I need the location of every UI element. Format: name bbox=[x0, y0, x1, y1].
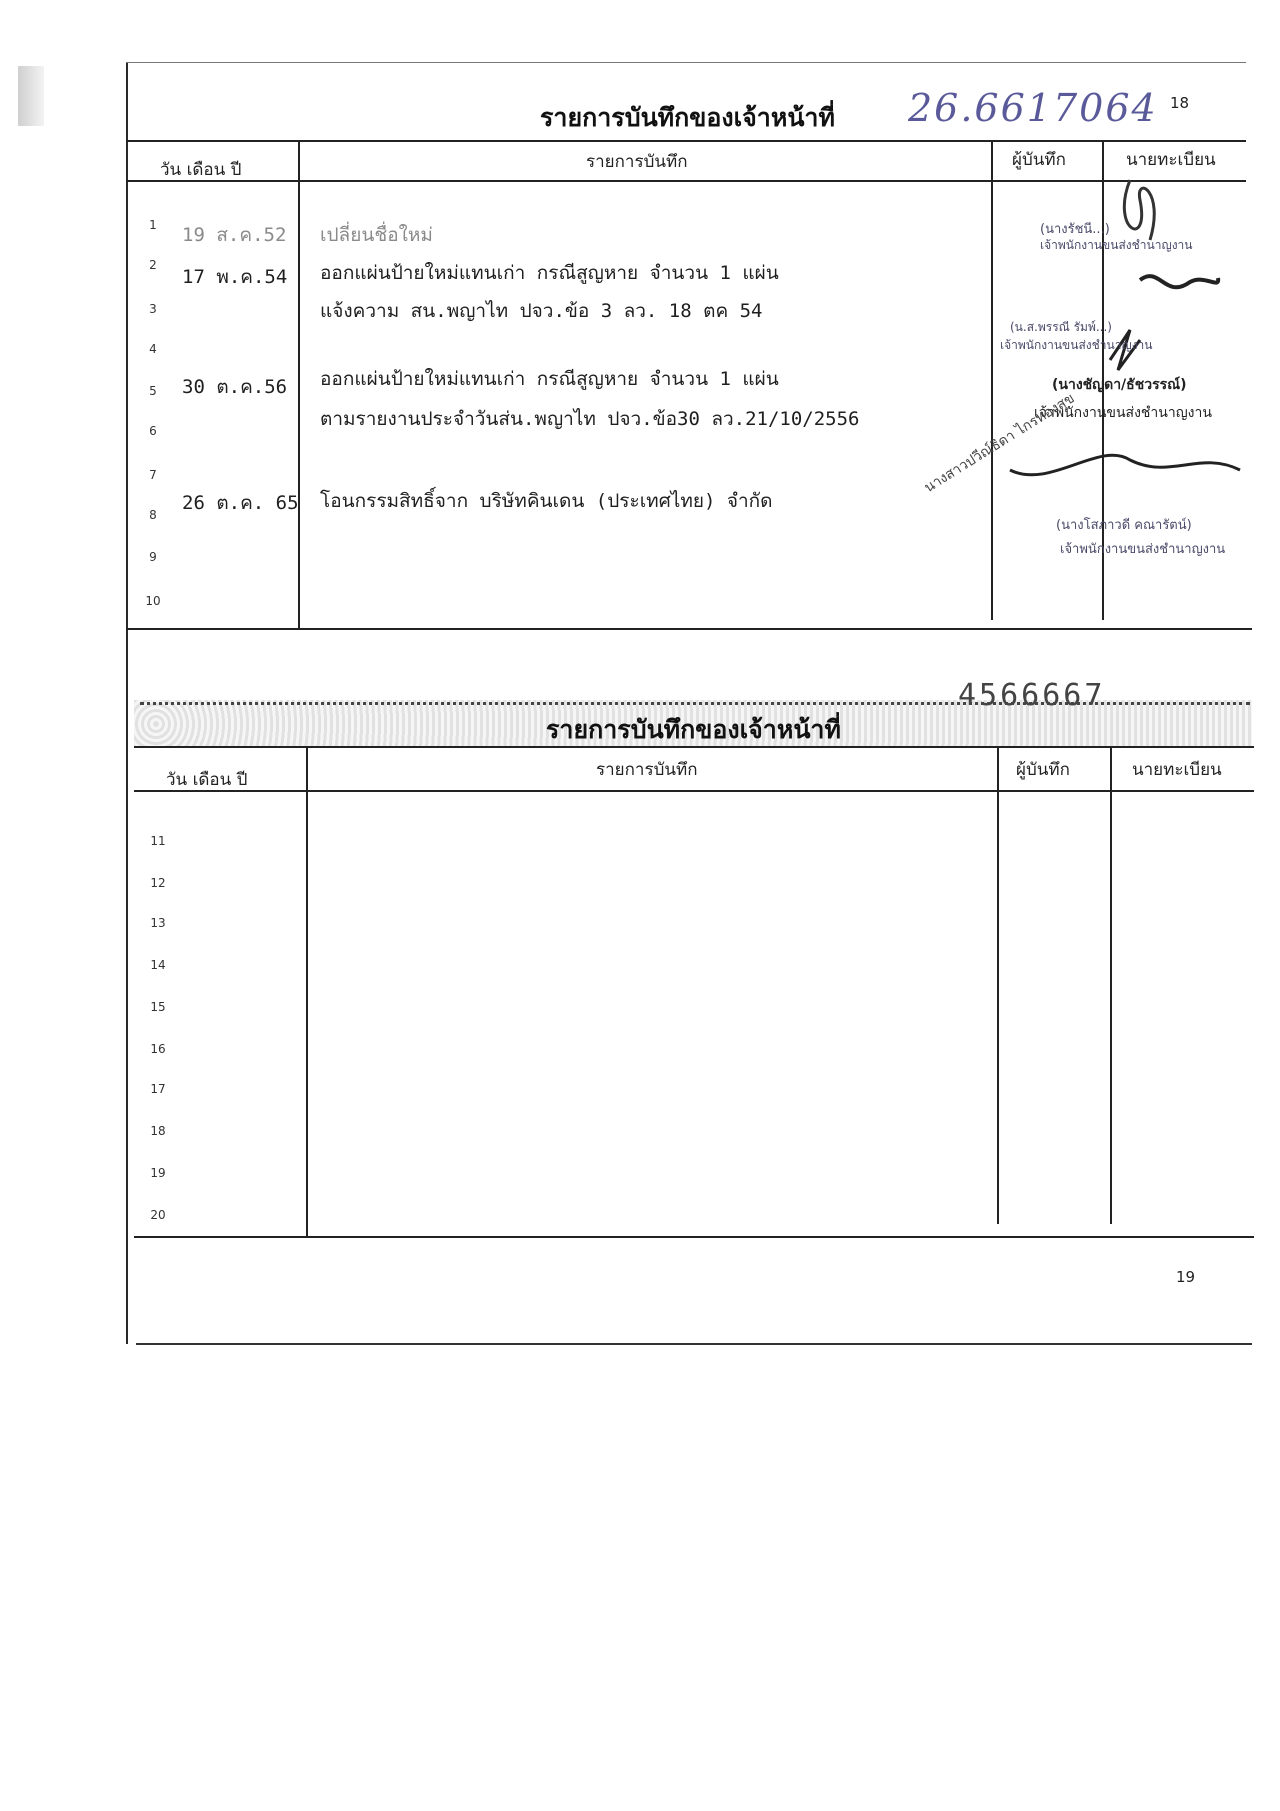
column-header-recorder: ผู้บันทึก bbox=[1012, 150, 1066, 170]
row-number: 19 bbox=[150, 1166, 166, 1180]
row-number: 4 bbox=[149, 342, 157, 356]
row-number: 16 bbox=[150, 1042, 166, 1056]
row-number: 9 bbox=[149, 550, 157, 564]
stamp-title: เจ้าพนักงานขนส่งชำนาญงาน bbox=[1060, 542, 1226, 557]
scan-edge-shadow bbox=[18, 66, 44, 126]
column-header-record: รายการบันทึก bbox=[596, 760, 698, 780]
entry-date: 17 พ.ค.54 bbox=[182, 266, 288, 288]
entry-text: แจ้งความ สน.พญาไท ปจว.ข้อ 3 ลว. 18 ตค 54 bbox=[320, 300, 763, 322]
row-number: 12 bbox=[150, 876, 166, 890]
page-number-bottom: 19 bbox=[1176, 1268, 1196, 1286]
card-bottom-edge bbox=[136, 1343, 1252, 1345]
column-header-recorder: ผู้บันทึก bbox=[1016, 760, 1070, 780]
row-number: 17 bbox=[150, 1082, 166, 1096]
stamp-name: (นางรัชนี...) bbox=[1040, 222, 1110, 237]
row-number: 5 bbox=[149, 384, 157, 398]
stamp-name: (น.ส.พรรณี รัมพ์...) bbox=[1010, 320, 1112, 334]
section-title: รายการบันทึกของเจ้าหน้าที่ bbox=[540, 103, 835, 132]
row-number: 14 bbox=[150, 958, 166, 972]
stamp-title: เจ้าพนักงานขนส่งชำนาญงาน bbox=[1040, 238, 1193, 252]
stamp-title: เจ้าพนักงานขนส่งชำนาญงาน bbox=[1000, 338, 1153, 352]
row-number: 13 bbox=[150, 916, 166, 930]
official-stamps bbox=[990, 170, 1252, 570]
card-top-edge bbox=[126, 62, 1246, 63]
table-header-top-line bbox=[126, 140, 1246, 142]
entry-date: 19 ส.ค.52 bbox=[182, 224, 287, 246]
stamp-name: นางสาวปวีณ์ธิดา ไกรทองสุข bbox=[921, 390, 1078, 497]
row-number: 3 bbox=[149, 302, 157, 316]
row-number: 2 bbox=[149, 258, 157, 272]
column-header-record: รายการบันทึก bbox=[586, 152, 688, 172]
entry-text: ออกแผ่นป้ายใหม่แทนเก่า กรณีสูญหาย จำนวน 1 แผ่น bbox=[320, 368, 779, 390]
table-header-bottom-line bbox=[134, 790, 1254, 792]
signature-mark bbox=[1010, 455, 1240, 475]
serial-number: 4566667 bbox=[958, 678, 1106, 713]
row-number: 1 bbox=[149, 218, 157, 232]
row-number: 15 bbox=[150, 1000, 166, 1014]
column-divider bbox=[997, 746, 999, 1224]
column-header-date: วัน เดือน ปี bbox=[160, 160, 242, 180]
stamp-title: เจ้าพนักงานขนส่งชำนาญงาน bbox=[1034, 405, 1212, 421]
entry-text: เปลี่ยนชื่อใหม่ bbox=[320, 224, 433, 246]
column-header-date: วัน เดือน ปี bbox=[166, 770, 248, 790]
row-number: 7 bbox=[149, 468, 157, 482]
section-title: รายการบันทึกของเจ้าหน้าที่ bbox=[546, 715, 841, 744]
entry-date: 26 ต.ค. 65 bbox=[182, 492, 299, 514]
column-divider bbox=[306, 746, 308, 1236]
row-number: 18 bbox=[150, 1124, 166, 1138]
stamp-name: (นางโสภาวดี คณารัตน์) bbox=[1056, 518, 1192, 533]
column-header-registrar: นายทะเบียน bbox=[1132, 760, 1222, 780]
column-divider bbox=[298, 140, 300, 628]
table-header-top-line bbox=[134, 746, 1254, 748]
stamp-name: (นางชัญดา/ธัชวรรณ์) bbox=[1052, 377, 1187, 393]
row-number: 6 bbox=[149, 424, 157, 438]
page-number-top: 18 bbox=[1170, 94, 1190, 112]
entry-date: 30 ต.ค.56 bbox=[182, 376, 288, 398]
signature-mark bbox=[1140, 276, 1218, 287]
row-number: 20 bbox=[150, 1208, 166, 1222]
table-bottom-line bbox=[134, 1236, 1254, 1238]
row-number: 11 bbox=[150, 834, 166, 848]
row-number: 8 bbox=[149, 508, 157, 522]
signature-mark bbox=[1124, 180, 1154, 240]
column-header-registrar: นายทะเบียน bbox=[1126, 150, 1216, 170]
entry-text: โอนกรรมสิทธิ์จาก บริษัทคินเดน (ประเทศไทย) จำกัด bbox=[320, 490, 773, 512]
handwritten-number: 26.6617064 bbox=[908, 86, 1158, 130]
column-divider bbox=[1110, 746, 1112, 1224]
entry-text: ออกแผ่นป้ายใหม่แทนเก่า กรณีสูญหาย จำนวน 1 แผ่น bbox=[320, 262, 779, 284]
row-number: 10 bbox=[145, 594, 161, 608]
table-bottom-line bbox=[126, 628, 1252, 630]
entry-text: ตามรายงานประจำวันส่น.พญาไท ปจว.ข้อ30 ลว.21/10/2556 bbox=[320, 408, 860, 430]
